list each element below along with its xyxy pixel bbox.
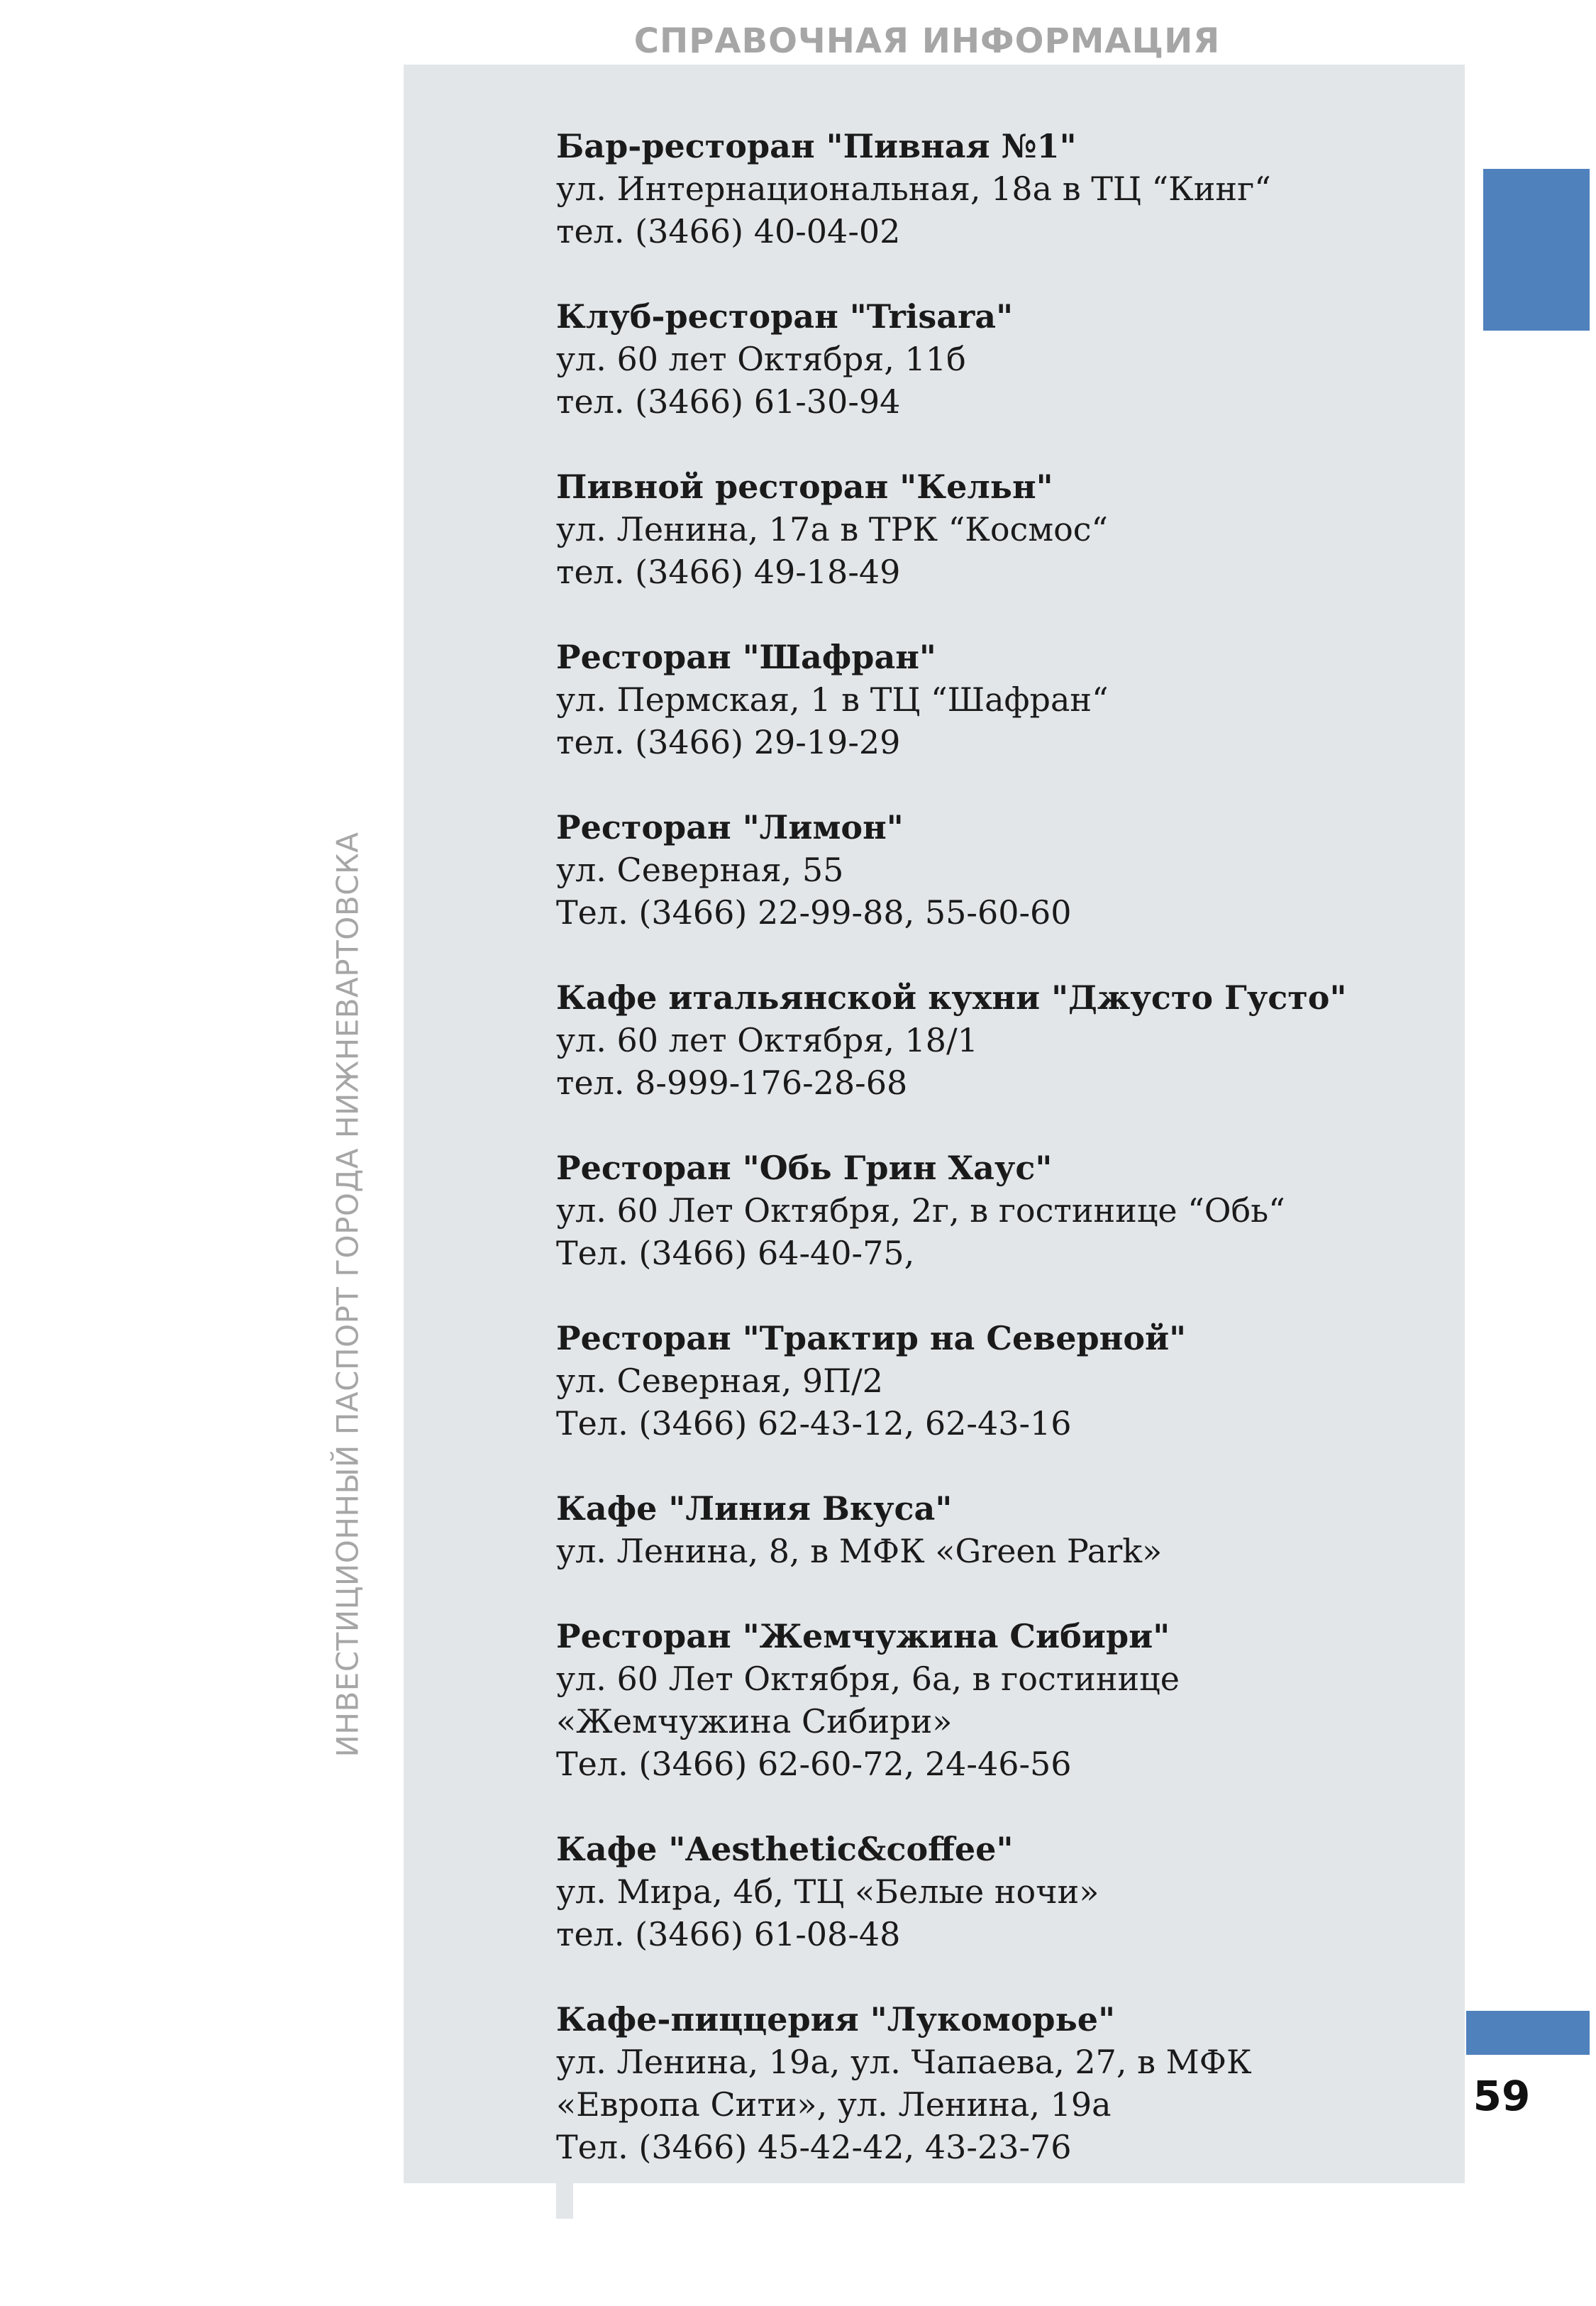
entry-name: Пивной ресторан "Кельн" <box>556 468 1053 506</box>
entry-phone: тел. (3466) 61-08-48 <box>556 1915 901 1953</box>
entry-name: Ресторан "Жемчужина Сибири" <box>556 1617 1170 1655</box>
entry-phone: тел. (3466) 49-18-49 <box>556 553 901 591</box>
entry-name: Ресторан "Трактир на Северной" <box>556 1319 1187 1357</box>
section-tab-marker <box>1483 169 1590 331</box>
page-number-tab <box>1466 2011 1590 2055</box>
vertical-document-title <box>328 812 367 1777</box>
directory-entry <box>556 1828 1436 1955</box>
entry-address: ул. Пермская, 1 в ТЦ “Шафран“ <box>556 680 1109 719</box>
entry-name: Бар-ресторан "Пивная №1" <box>556 127 1077 165</box>
directory-entry <box>556 1147 1436 1274</box>
vertical-title-text: ИНВЕСТИЦИОННЫЙ ПАСПОРТ ГОРОДА НИЖНЕВАРТОВСКА <box>330 831 365 1758</box>
entry-name: Ресторан "Шафран" <box>556 638 936 676</box>
directory-entry <box>556 465 1436 593</box>
entry-name: Клуб-ресторан "Trisara" <box>556 297 1014 336</box>
directory-entry <box>556 125 1436 253</box>
directory-entry <box>556 636 1436 763</box>
entry-address: ул. 60 лет Октября, 11б <box>556 340 966 378</box>
directory-entry <box>556 1998 1436 2168</box>
section-title: СПРАВОЧНАЯ ИНФОРМАЦИЯ <box>633 21 1221 61</box>
entry-phone: тел. (3466) 61-30-94 <box>556 382 901 421</box>
entry-phone: Тел. (3466) 64-40-75, <box>556 1234 915 1272</box>
directory-entry <box>556 1615 1436 1785</box>
entry-phone: Тел. (3466) 62-60-72, 24-46-56 <box>556 1745 1072 1783</box>
entry-name: Ресторан "Обь Грин Хаус" <box>556 1149 1053 1187</box>
entry-phone: Тел. (3466) 22-99-88, 55-60-60 <box>556 893 1072 932</box>
entry-phone: тел. 8-999-176-28-68 <box>556 1064 908 1102</box>
entry-address: ул. Ленина, 17а в ТРК “Космос“ <box>556 510 1109 548</box>
page-number: 59 <box>1473 2072 1531 2120</box>
entry-name: Кафе итальянской кухни "Джусто Густо" <box>556 978 1347 1017</box>
entry-phone: тел. (3466) 29-19-29 <box>556 723 901 761</box>
directory-entry <box>556 1487 1436 1572</box>
entry-address: ул. 60 лет Октября, 18/1 <box>556 1021 978 1059</box>
directory-entry <box>556 806 1436 934</box>
entry-address: ул. Северная, 9П/2 <box>556 1362 884 1400</box>
entry-name: Ресторан "Лимон" <box>556 808 904 846</box>
entry-name: Кафе "Линия Вкуса" <box>556 1489 953 1528</box>
directory-entry <box>556 976 1436 1104</box>
entry-address: ул. 60 Лет Октября, 2г, в гостинице “Обь“ <box>556 1191 1285 1230</box>
entry-name: Кафе "Aesthetic&coffee" <box>556 1830 1014 1868</box>
entry-address: ул. 60 Лет Октября, 6а, в гостинице <box>556 1660 1180 1698</box>
entry-address: ул. Северная, 55 <box>556 851 844 889</box>
entry-phone: Тел. (3466) 45-42-42, 43-23-76 <box>556 2128 1072 2166</box>
entry-address: ул. Интернациональная, 18а в ТЦ “Кинг“ <box>556 170 1271 208</box>
entry-address: ул. Ленина, 19а, ул. Чапаева, 27, в МФК <box>556 2043 1252 2081</box>
directory-entry <box>556 295 1436 423</box>
entry-phone: Тел. (3466) 62-43-12, 62-43-16 <box>556 1404 1072 1442</box>
directory-entry <box>556 1317 1436 1445</box>
entry-address-continued: «Жемчужина Сибири» <box>556 1702 953 1740</box>
entry-address: ул. Мира, 4б, ТЦ «Белые ночи» <box>556 1872 1099 1911</box>
entry-phone: тел. (3466) 40-04-02 <box>556 212 901 250</box>
entry-name: Кафе-пиццерия "Лукоморье" <box>556 2000 1116 2039</box>
directory-list <box>556 125 1436 2211</box>
entry-address: ул. Ленина, 8, в МФК «Green Park» <box>556 1532 1163 1570</box>
entry-address-continued: «Европа Сити», ул. Ленина, 19а <box>556 2085 1112 2124</box>
